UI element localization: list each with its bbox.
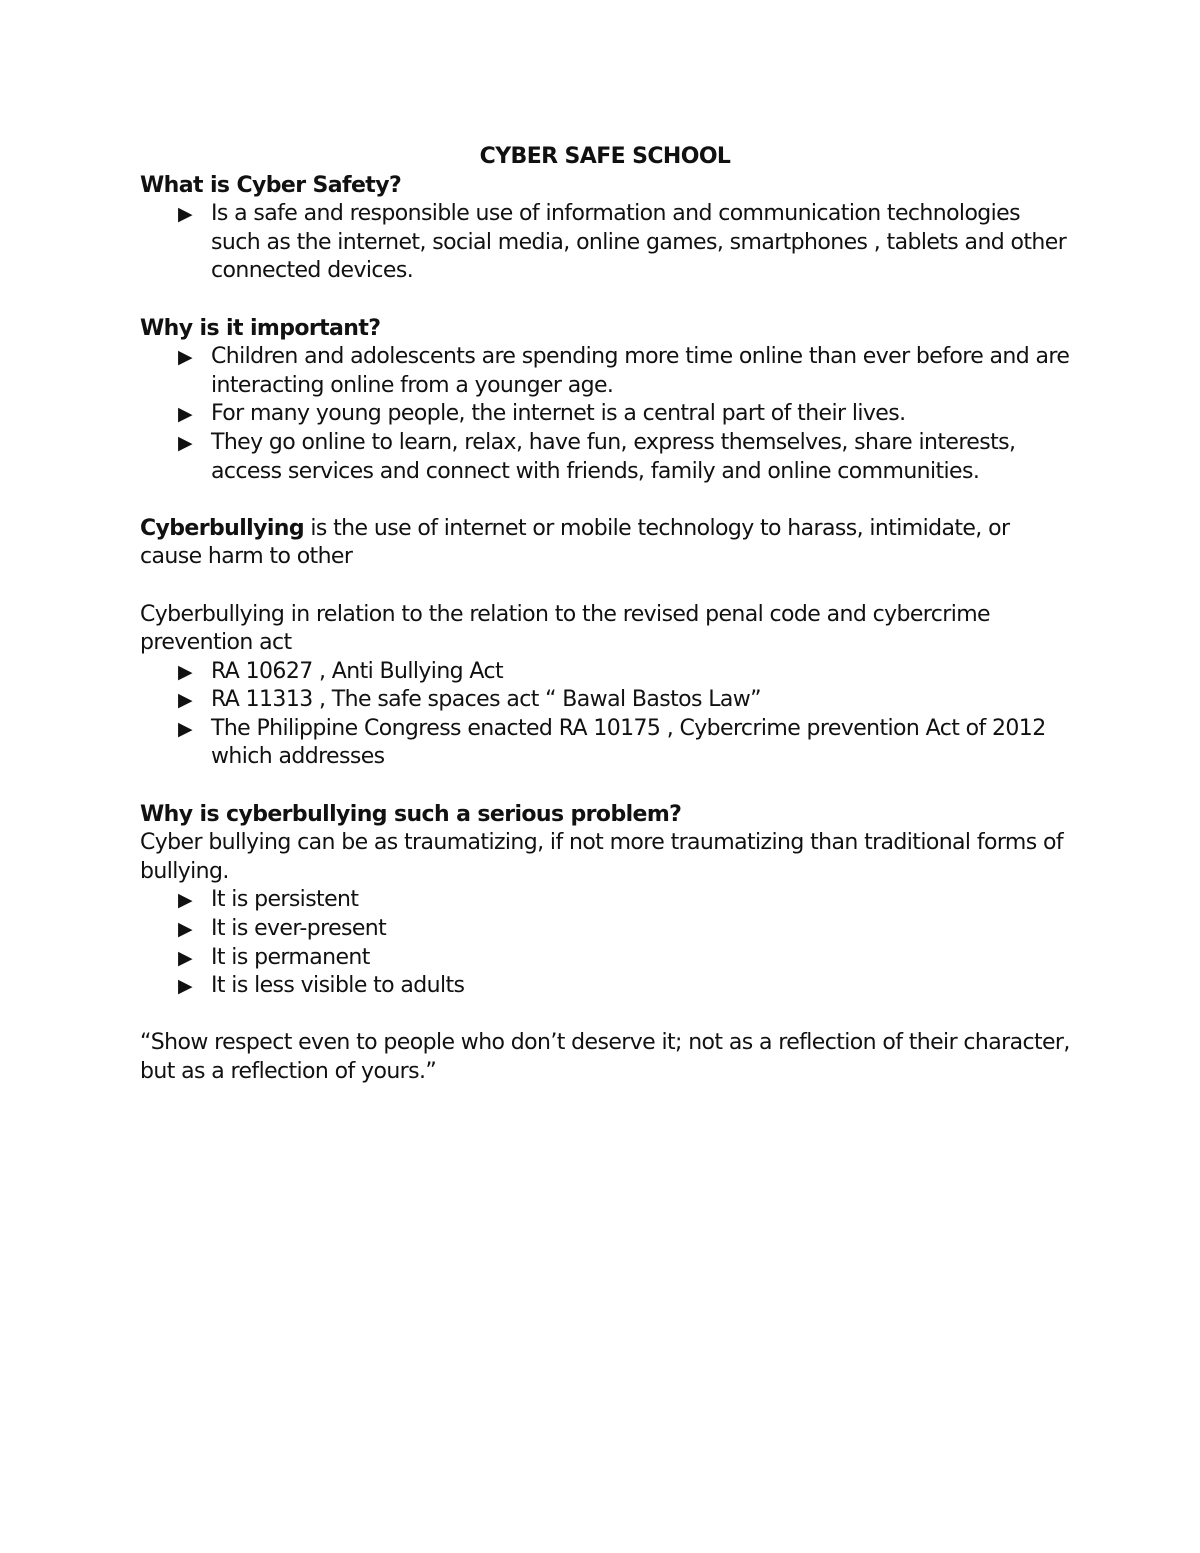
- heading-serious-problem: Why is cyberbullying such a serious problem?: [140, 801, 682, 827]
- bullet-item: [178, 972, 1070, 1001]
- bullet-item: [178, 886, 1070, 915]
- bullet-text: Children and adolescents are spending more time online than ever before and are interacting online from a younger age.: [211, 344, 1070, 398]
- bullet-item: [178, 915, 1070, 944]
- bullet-text: For many young people, the internet is a central part of their lives.: [211, 401, 906, 427]
- bullet-text: They go online to learn, relax, have fun, express themselves, share interests, access services and connect with friends, family and online communities.: [211, 429, 1016, 484]
- bullet-item: [178, 715, 1070, 772]
- arrow-bullet-icon: ▶: [178, 918, 193, 941]
- bullet-item: [178, 944, 1070, 973]
- bullet-text: Is a safe and responsible use of information and communication technologies such as the internet, social media, online games, smartphones , tablets and other connected devices.: [211, 201, 1067, 284]
- bullet-item: [178, 429, 1070, 486]
- bullet-text: It is persistent: [211, 887, 359, 913]
- arrow-bullet-icon: ▶: [178, 689, 193, 712]
- cyberbullying-term: Cyberbullying: [140, 515, 304, 541]
- document-title: CYBER SAFE SCHOOL: [479, 144, 731, 169]
- serious-problem-intro: Cyber bullying can be as traumatizing, if not more traumatizing than traditional forms of bullying.: [140, 830, 1063, 884]
- arrow-bullet-icon: ▶: [178, 975, 193, 998]
- bullet-text: It is permanent: [211, 944, 370, 970]
- bullet-text: RA 10627 , Anti Bullying Act: [211, 658, 504, 684]
- arrow-bullet-icon: ▶: [178, 203, 193, 226]
- importance-bullet-list: [140, 343, 1070, 486]
- bullet-text: It is less visible to adults: [211, 973, 465, 999]
- reasons-bullet-list: [140, 886, 1070, 1000]
- bullet-text: The Philippine Congress enacted RA 10175 , Cybercrime prevention Act of 2012 which addresses: [211, 715, 1046, 770]
- bullet-item: [178, 200, 1070, 286]
- heading-what-is-cyber-safety: What is Cyber Safety?: [140, 172, 402, 198]
- bullet-text: RA 11313 , The safe spaces act “ Bawal Bastos Law”: [211, 687, 761, 713]
- arrow-bullet-icon: ▶: [178, 660, 193, 683]
- arrow-bullet-icon: ▶: [178, 431, 193, 454]
- bullet-item: [178, 343, 1070, 400]
- cyberbullying-definition: [140, 515, 1070, 572]
- arrow-bullet-icon: ▶: [178, 346, 193, 369]
- heading-why-is-it-important: Why is it important?: [140, 315, 381, 341]
- laws-bullet-list: [140, 658, 1070, 772]
- closing-quote: “Show respect even to people who don’t deserve it; not as a reflection of their character, but as a reflection of yours.”: [140, 1030, 1070, 1084]
- document-page: [140, 143, 1070, 1087]
- arrow-bullet-icon: ▶: [178, 717, 193, 740]
- legal-intro: Cyberbullying in relation to the relation to the revised penal code and cybercrime prevention act: [140, 601, 990, 656]
- cyber-safety-bullet-list: [140, 200, 1070, 286]
- definition-text: is the use of internet or mobile technology to harass, intimidate, or cause harm to other: [140, 515, 1010, 570]
- bullet-item: [178, 686, 1070, 715]
- arrow-bullet-icon: ▶: [178, 403, 193, 426]
- bullet-item: [178, 658, 1070, 687]
- arrow-bullet-icon: ▶: [178, 889, 193, 912]
- bullet-text: It is ever-present: [211, 916, 387, 942]
- arrow-bullet-icon: ▶: [178, 946, 193, 969]
- bullet-item: [178, 400, 1070, 429]
